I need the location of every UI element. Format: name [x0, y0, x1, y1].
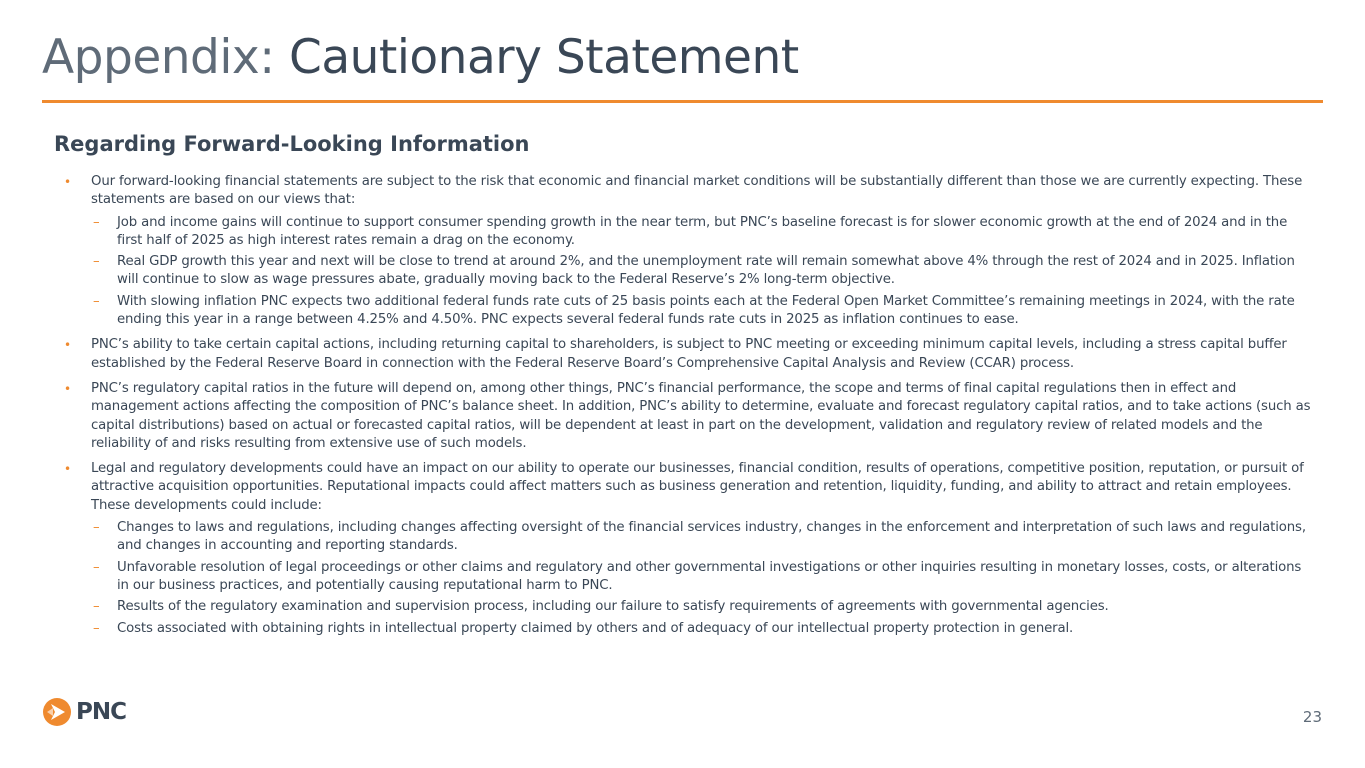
pnc-logo-icon	[42, 697, 72, 727]
title-prefix: Appendix:	[42, 30, 290, 85]
dash-marker: –	[93, 254, 100, 270]
page-number: 23	[1302, 708, 1322, 726]
sub-list	[64, 214, 1314, 330]
list-item-text: Our forward-looking financial statements are subject to the risk that economic and financial market conditions will be substantially different than those we are currently expecting. These statements are based on our views that:	[91, 174, 1303, 208]
dash-marker: –	[93, 599, 100, 615]
list-item	[64, 336, 1314, 373]
sub-list-item	[64, 214, 1314, 251]
dash-marker: –	[93, 520, 100, 536]
sub-list-item-text: Results of the regulatory examination and supervision process, including our failure to satisfy requirements of agreements with governmental agencies.	[117, 599, 1109, 615]
pnc-logo	[42, 696, 146, 728]
sub-list-item-text: Unfavorable resolution of legal proceedings or other claims and regulatory and other governmental investigations or other inquiries resulting in monetary losses, costs, or alterations in our business practices, and potentially causing reputational harm to PNC.	[117, 559, 1302, 593]
list-item	[64, 380, 1314, 453]
page-title	[42, 28, 799, 88]
sub-list-item	[64, 293, 1314, 330]
sub-list-item	[64, 559, 1314, 596]
bullet-marker: •	[64, 338, 71, 353]
bullet-list	[64, 173, 1314, 645]
list-item-text: PNC’s regulatory capital ratios in the future will depend on, among other things, PNC’s financial performance, the scope and terms of final capital regulations then in effect and management actions affecting the composition of PNC’s balance sheet. In addition, PNC’s ability to determine, evaluate and forecast regulatory capital ratios, and to take actions (such as capital distributions) based on actual or forecasted capital ratios, will be dependent at least in part on the development, validation and regulatory review of related models and the reliability of and risks resulting from extensive use of such models.	[91, 380, 1311, 451]
sub-list-item	[64, 519, 1314, 556]
sub-list-item-text: Costs associated with obtaining rights in intellectual property claimed by others and of adequacy of our intellectual property protection in general.	[117, 620, 1074, 636]
dash-marker: –	[93, 559, 100, 575]
list-item	[64, 173, 1314, 329]
sub-list-item	[64, 598, 1314, 616]
section-subtitle: Regarding Forward-Looking Information	[54, 132, 530, 156]
list-item-text: PNC’s ability to take certain capital actions, including returning capital to shareholders, is subject to PNC meeting or exceeding minimum capital levels, including a stress capital buffer established by the Federal Reserve Board in connection with the Federal Reserve Board’s Comprehensive Capital Analysis and Review (CCAR) process.	[91, 337, 1287, 371]
sub-list-item-text: Changes to laws and regulations, including changes affecting oversight of the financial services industry, changes in the enforcement and interpretation of such laws and regulations, and changes in accounting and reporting standards.	[117, 520, 1306, 554]
sub-list-item-text: Job and income gains will continue to support consumer spending growth in the near term, but PNC’s baseline forecast is for slower economic growth at the end of 2024 and in the first half of 2025 as high interest rates remain a drag on the economy.	[117, 214, 1288, 248]
dash-marker: –	[93, 293, 100, 309]
title-divider	[42, 100, 1323, 103]
title-main: Cautionary Statement	[289, 30, 799, 85]
bullet-marker: •	[64, 462, 71, 477]
dash-marker: –	[93, 214, 100, 230]
list-item	[64, 460, 1314, 638]
sub-list-item-text: With slowing inflation PNC expects two additional federal funds rate cuts of 25 basis points each at the Federal Open Market Committee’s remaining meetings in 2024, with the rate ending this year in a range between 4.25% and 4.50%. PNC expects several federal funds rate cuts in 2025 as inflation continues to ease.	[117, 293, 1295, 328]
bullet-marker: •	[64, 381, 71, 396]
bullet-marker: •	[64, 175, 71, 189]
sub-list-item	[64, 253, 1314, 290]
list-item-text: Legal and regulatory developments could have an impact on our ability to operate our businesses, financial condition, results of operations, competitive position, reputation, or pursuit of attractive acquisition opportunities. Reputational impacts could affect matters such as business generation and retention, liquidity, funding, and ability to attract and retain employees. These developments could include:	[91, 461, 1304, 513]
logo-text: PNC	[76, 699, 126, 725]
dash-marker: –	[93, 620, 100, 636]
sub-list	[64, 519, 1314, 638]
sub-list-item-text: Real GDP growth this year and next will be close to trend at around 2%, and the unemployment rate will remain somewhat above 4% through the rest of 2024 and in 2025. Inflation will continue to slow as wage pressures abate, gradually moving back to the Federal Reserve’s 2% long-term objective.	[117, 254, 1295, 288]
sub-list-item	[64, 620, 1314, 638]
